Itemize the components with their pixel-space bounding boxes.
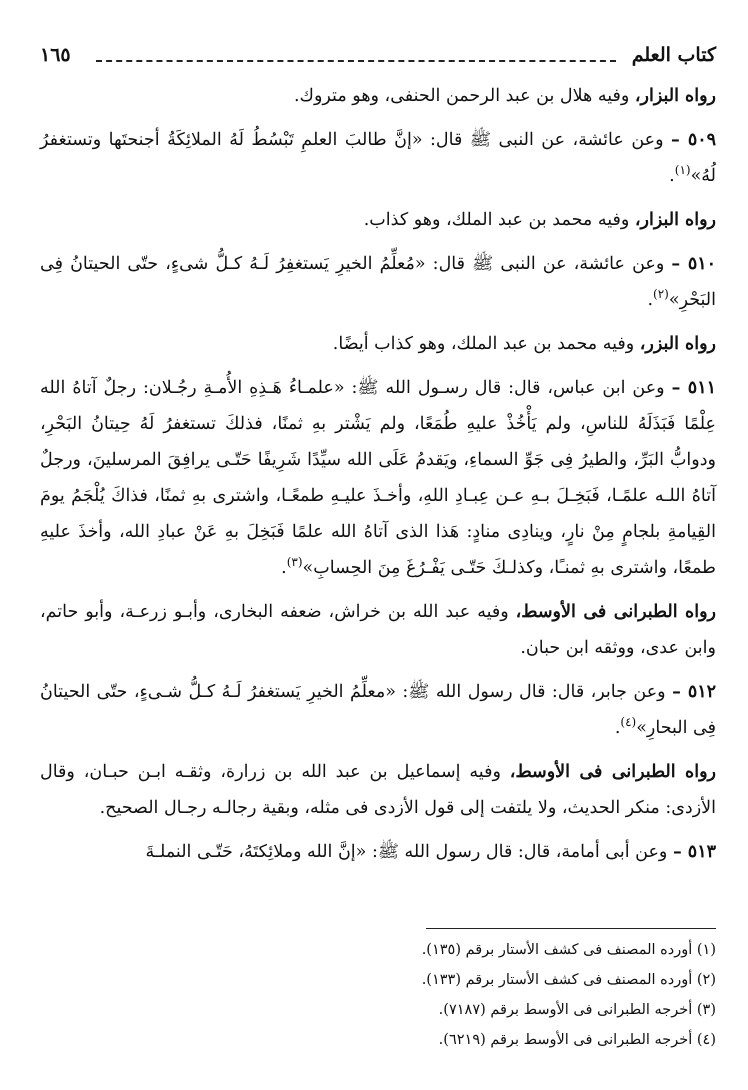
footnote-2: (٢) أورده المصنف فى كشف الأستار برقم (١٣٣).: [421, 972, 716, 988]
header-dashed-rule: [96, 60, 616, 62]
chapter-title: كتاب العلم: [631, 44, 716, 66]
source-note: رواه البزر، وفيه محمد بن عبد الملك، وهو كذاب أيضًا.: [332, 334, 716, 354]
footnote-ref: (٤): [620, 715, 637, 730]
source-note: رواه البزار، وفيه هلال بن عبد الرحمن الحنفى، وهو متروك.: [293, 86, 716, 106]
hadith-513: ٥١٣ – وعن أبى أمامة، قال: قال رسول الله ﷺ: «إنَّ الله وملائِكتَهُ، حَتّـى النملـةَ: [145, 842, 716, 862]
hadith-510: ٥١٠ – وعن عائشة، عن النبى ﷺ قال: «مُعلِّمُ الخيرِ يَستغفِرُ لَـهُ كـلُّ شىءٍ، حتّى الحيتانُ فِى البَحْرِ»$^{(٢)}$.: [40, 254, 717, 310]
source-note: رواه البزار، وفيه محمد بن عبد الملك، وهو كذاب.: [363, 210, 716, 230]
hadith-511: ٥١١ – وعن ابن عباس، قال: قال رسـول الله ﷺ: «علمـاءُ هَـذِهِ الأُمـةِ رجُـلان: رجلٌ آتاهُ الله عِلْمًا فَبَذَلَهُ للناسِ، ولم يَأْخُذْ عليهِ طُمَعًا، ولم يَشْتر بهِ ثمنًا، فذلكَ تستغفرُ لَهُ حِيتانُ البَحْرِ، ودوابُّ البَرِّ، والطيرُ فِى جَوِّ السماءِ، ويَقدمُ عَلَى الله سيِّدًا شَرِيفًا حَتّـى يرافِقَ المرسلينَ، ورجلٌ آتاهُ اللـه علمًـا، فَبَخِـلَ بـهِ عـن عِبـادِ اللهِ، وأخـذَ عليـهِ طمعًـا، واشترى بهِ ثمنًا، فذاكَ يُلْجَمُ يومَ القِيامةِ بلجامٍ مِنْ نارٍ، وينادِى منادٍ: هَذا الذى آتاهُ الله علمًا فَبَخِلَ بهِ عَنْ عبادِ الله، وأخذَ عليهِ طمعًا، واشترى بهِ ثمنـًا، وكذلـكَ حَتّـى يَفْـرُغَ مِنَ الحِسابِ»$^{(٣)}$.: [40, 378, 716, 578]
hadith-512: ٥١٢ – وعن جابر، قال: قال رسول الله ﷺ: «معلِّمُ الخيرِ يَستغفرُ لَـهُ كـلُّ شـىءٍ، حتّى الحيتانُ فِى البحارِ»$^{(٤)}$.: [40, 682, 717, 738]
footnote-1: (١) أورده المصنف فى كشف الأستار برقم (١٣٥).: [421, 942, 716, 958]
footnote-rule: [426, 928, 716, 929]
footnote-4: (٤) أخرجه الطبرانى فى الأوسط برقم (٦٢١٩).: [438, 1032, 716, 1048]
footnote-ref: (٢): [653, 287, 669, 302]
main-text: [40, 78, 716, 870]
page: [40, 30, 716, 878]
footnotes: [40, 928, 716, 1055]
page-number: ١٦٥: [40, 44, 71, 66]
hadith-509: ٥٠٩ – وعن عائشة، عن النبى ﷺ قال: «إنَّ طالبَ العلمِ تَبْسُطُ لَهُ الملائِكَةُ أجنحتَها وتستغفرُ لُهُ»$^{(١)}$.: [40, 130, 717, 186]
source-note: رواه الطبرانى فى الأوسط، وفيه عبد الله بن خراش، ضعفه البخارى، وأبـو زرعـة، وأبو حاتم، وابن عدى، ووثقه ابن حبان.: [40, 602, 716, 658]
footnote-ref: (٣): [286, 555, 303, 570]
source-note: رواه الطبرانى فى الأوسط، وفيه إسماعيل بن عبد الله بن زرارة، وثقـه ابـن حبـان، وقال الأزدى: منكر الحديث، ولا يلتفت إلى قول الأزدى فى مثله، وبقية رجالـه رجـال الصحيح.: [40, 762, 716, 818]
running-header: [40, 30, 716, 78]
footnote-3: (٣) أخرجه الطبرانى فى الأوسط برقم (٧١٨٧).: [438, 1002, 716, 1018]
footnote-ref: (١): [674, 163, 691, 178]
